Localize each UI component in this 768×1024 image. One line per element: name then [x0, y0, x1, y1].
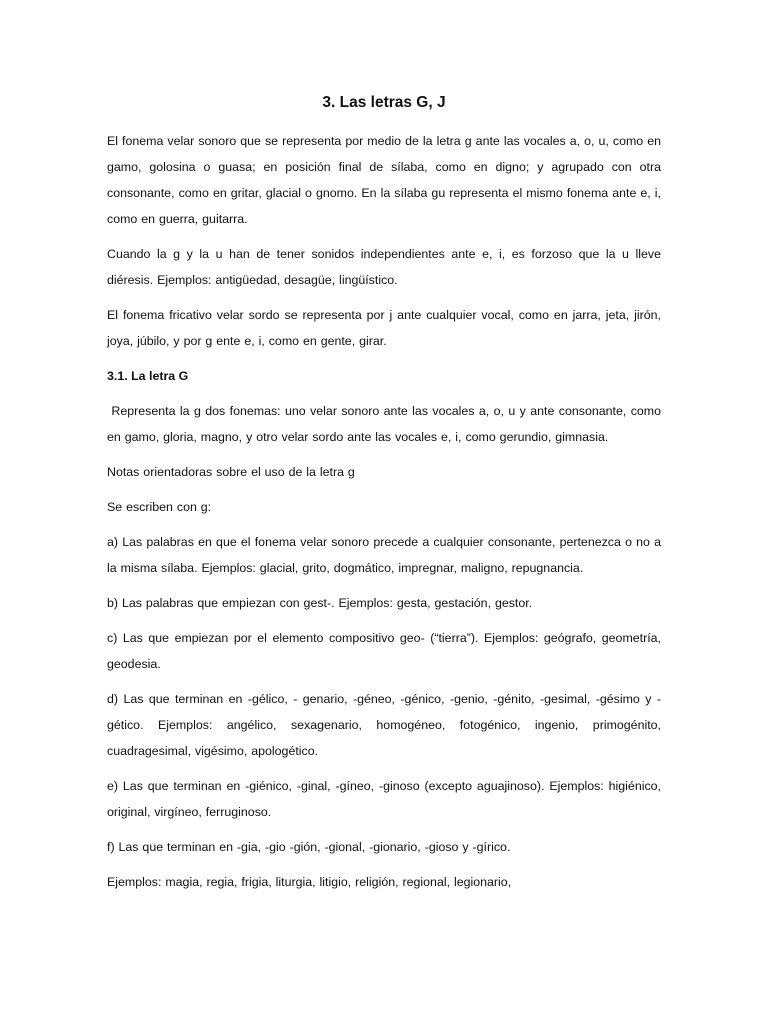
rule-b: b) Las palabras que empiezan con gest-. Ejemplos: gesta, gestación, gestor. [107, 596, 533, 610]
paragraph-fricativo-sordo: El fonema fricativo velar sordo se representa por j ante cualquier vocal, como en jarra, jeta, jirón, joya, júbilo, y por g ente e, i, como en gente, girar. [107, 308, 661, 348]
rule-f: f) Las que terminan en -gia, -gio -gión, -gional, -gionario, -gioso y -gírico. [107, 840, 511, 854]
written-with-label: Se escriben con g: [107, 500, 212, 514]
rule-e: e) Las que terminan en -giénico, -ginal, -gíneo, -ginoso (excepto aguajinoso). Ejemplos: higiénico, original, virgíneo, ferruginoso. [107, 779, 661, 819]
rule-a: a) Las palabras en que el fonema velar sonoro precede a cualquier consonante, pertenezca o no a la misma sílaba. Ejemplos: glacial, grito, dogmático, impregnar, maligno, repugnancia. [107, 535, 661, 575]
page-title: 3. Las letras G, J [322, 94, 446, 111]
notes-heading: Notas orientadoras sobre el uso de la letra g [107, 465, 355, 479]
paragraph-representa-g: Representa la g dos fonemas: uno velar sonoro ante las vocales a, o, u y ante consonante, como en gamo, gloria, magno, y otro velar sordo ante las vocales e, i, como gerundio, gimnasia. [107, 404, 665, 444]
rule-f-examples: Ejemplos: magia, regia, frigia, liturgia, litigio, religión, regional, legionario, [107, 875, 512, 889]
paragraph-velar-sonoro: El fonema velar sonoro que se representa por medio de la letra g ante las vocales a, o, u, como en gamo, golosina o guasa; en posición final de sílaba, como en digno; y agrupado con otra consonante, como en gritar, glacial o gnomo. En la sílaba gu representa el mismo fonema ante e, i, como en guerra, guitarra. [107, 134, 661, 226]
document-body [107, 92, 665, 904]
section-heading-letra-g: 3.1. La letra G [107, 369, 189, 383]
rule-c: c) Las que empiezan por el elemento compositivo geo- (“tierra”). Ejemplos: geógrafo, geometría, geodesia. [107, 631, 661, 671]
rule-d: d) Las que terminan en -gélico, - genario, -géneo, -génico, -genio, -génito, -gesimal, -gésimo y -gético. Ejemplos: angélico, sexagenario, homogéneo, fotogénico, ingenio, primogénito, cuadragesimal, vigésimo, apologético. [107, 692, 661, 758]
paragraph-dieresis: Cuando la g y la u han de tener sonidos independientes ante e, i, es forzoso que la u lleve diéresis. Ejemplos: antigüedad, desagüe, lingüístico. [107, 247, 661, 287]
